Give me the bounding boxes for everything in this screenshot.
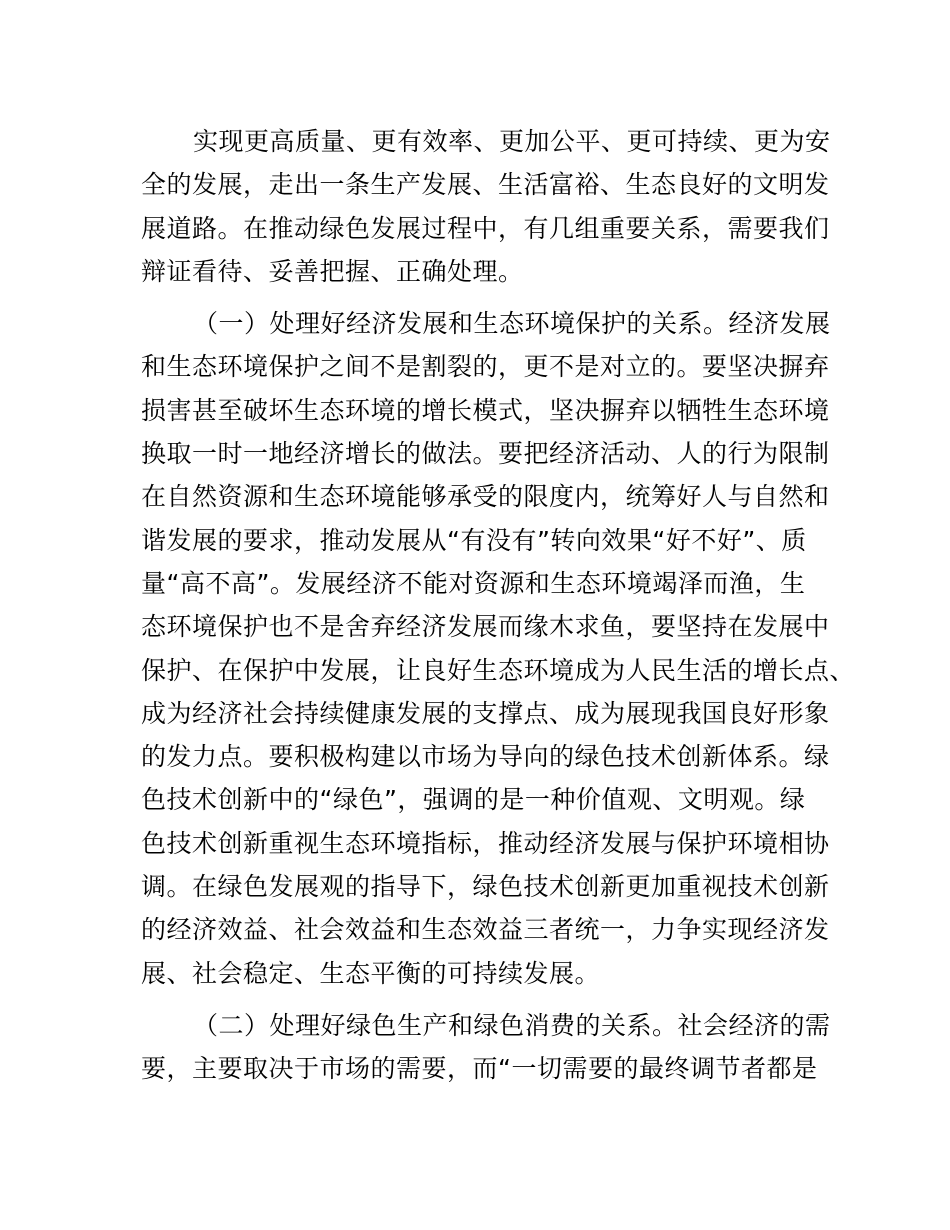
text-line: 展、社会稳定、生态平衡的可持续发展。 (141, 958, 601, 988)
text-line: 损害甚至破坏生态环境的增长模式，坚决摒弃以牺牲生态环境 (141, 395, 830, 425)
section-heading-line: （二）处理好绿色生产和绿色消费的关系。社会经济的需 (193, 1010, 831, 1040)
text-line: 和生态环境保护之间不是割裂的，更不是对立的。要坚决摒弃 (141, 352, 830, 382)
text-line: 展道路。在推动绿色发展过程中，有几组重要关系，需要我们 (141, 213, 830, 243)
document-page (141, 120, 856, 1100)
text-line: 色技术创新中的“绿色”，强调的是一种价值观、文明观。绿 (141, 785, 806, 815)
text-line: 色技术创新重视生态环境指标，推动经济发展与保护环境相协 (141, 828, 830, 858)
text-line: 辩证看待、妥善把握、正确处理。 (141, 256, 524, 286)
text-line: 的经济效益、社会效益和生态效益三者统一，力争实现经济发 (141, 915, 830, 945)
text-line: 要，主要取决于市场的需要，而“一切需要的最终调节者都是 (141, 1054, 818, 1084)
text-line: 态环境保护也不是舍弃经济发展而缘木求鱼，要坚持在发展中 (141, 612, 830, 642)
text-line: 调。在绿色发展观的指导下，绿色技术创新更加重视技术创新 (141, 872, 830, 902)
text-line: 的发力点。要积极构建以市场为导向的绿色技术创新体系。绿 (141, 742, 830, 772)
paragraph-section-1 (141, 302, 856, 995)
text-line: 实现更高质量、更有效率、更加公平、更可持续、更为安 (193, 127, 831, 156)
text-line: 在自然资源和生态环境能够承受的限度内，统筹好人与自然和 (141, 482, 830, 512)
paragraph-section-2 (141, 1004, 831, 1091)
paragraph-intro (141, 120, 831, 293)
text-line: 量“高不高”。发展经济不能对资源和生态环境竭泽而渔，生 (141, 568, 806, 598)
text-line: 保护、在保护中发展，让良好生态环境成为人民生活的增长点、 (141, 655, 856, 685)
text-line: 成为经济社会持续健康发展的支撑点、成为展现我国良好形象 (141, 698, 830, 728)
section-heading-line: （一）处理好经济发展和生态环境保护的关系。经济发展 (193, 309, 831, 339)
text-line: 谐发展的要求，推动发展从“有没有”转向效果“好不好”、质 (141, 525, 807, 555)
text-line: 全的发展，走出一条生产发展、生活富裕、生态良好的文明发 (141, 170, 830, 200)
text-line: 换取一时一地经济增长的做法。要把经济活动、人的行为限制 (141, 439, 830, 469)
